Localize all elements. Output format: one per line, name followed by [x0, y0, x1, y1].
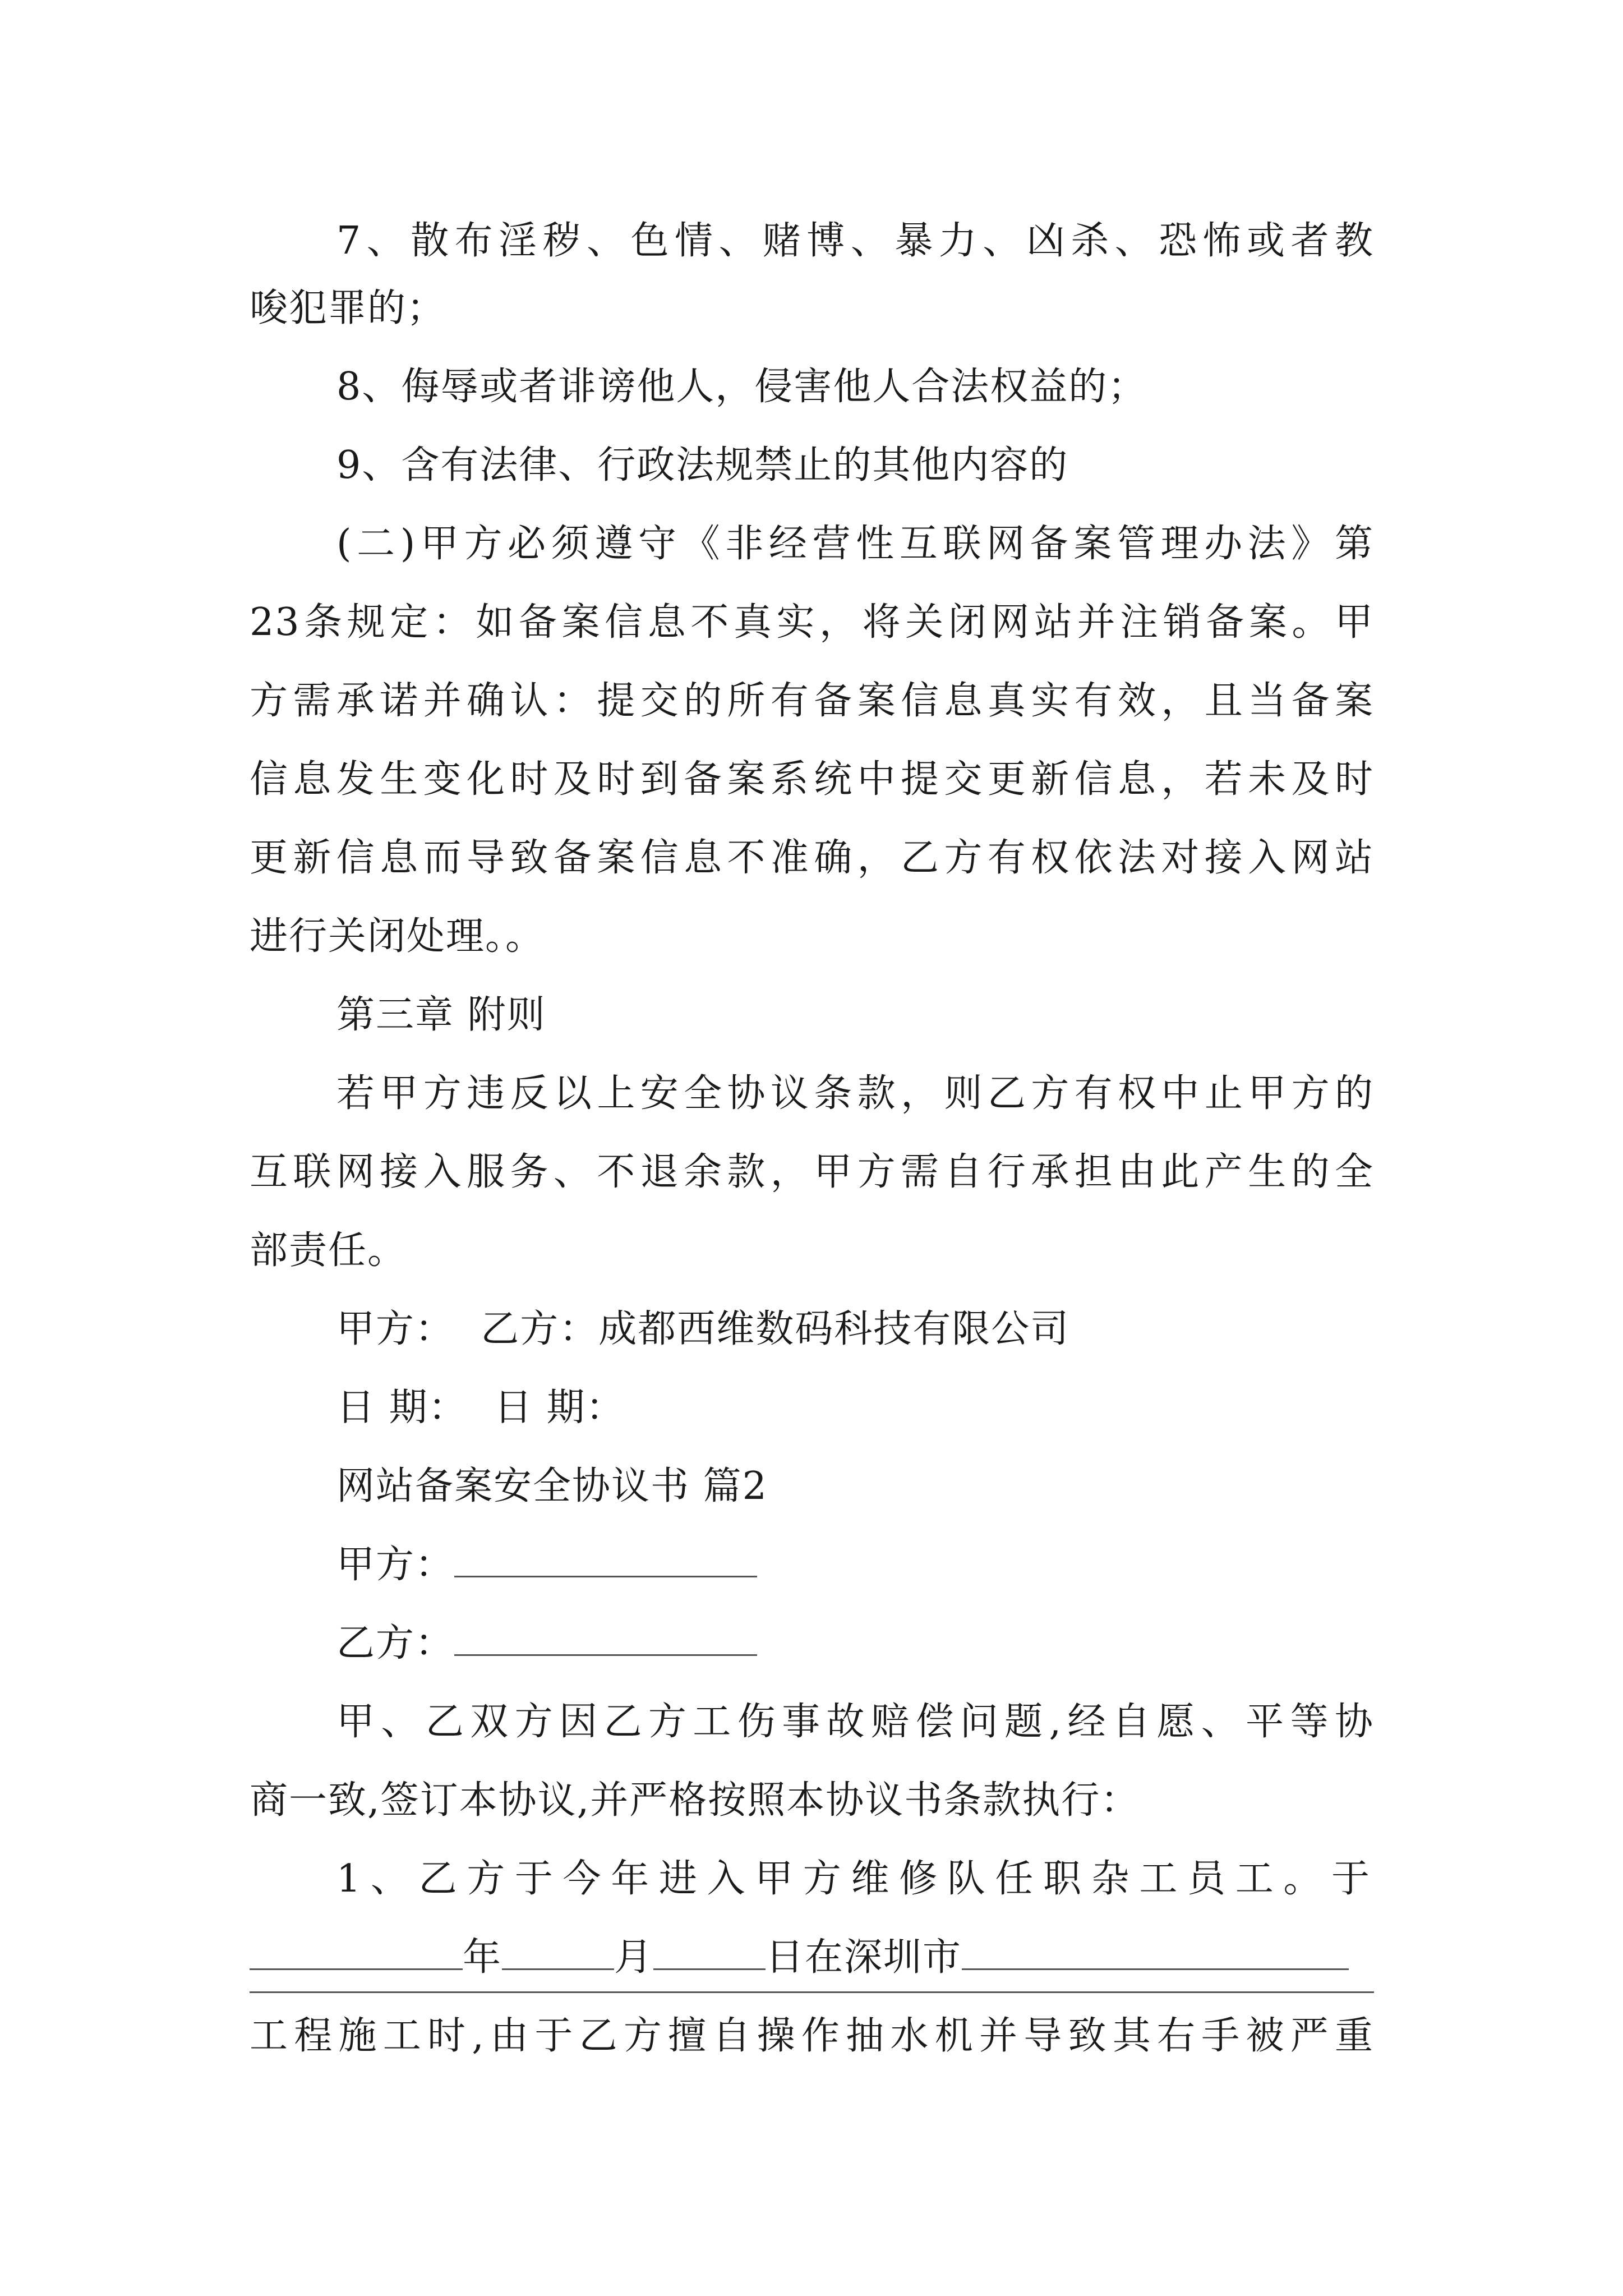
party-b-blank: [454, 1615, 757, 1656]
year-blank: [250, 1929, 463, 1970]
fill-in-rule: [250, 1991, 1374, 1993]
paragraph-line: 23条规定：如备案信息不真实，将关闭网站并注销备案。甲: [250, 600, 1374, 645]
paragraph-line: 方需承诺并确认：提交的所有备案信息真实有效，且当备案: [250, 679, 1374, 723]
chapter-heading: 第三章 附则: [336, 993, 546, 1037]
paragraph-line: 进行关闭处理。。: [250, 914, 545, 959]
paragraph-line: 1、乙方于今年进入甲方维修队任职杂工员工。于: [336, 1857, 1374, 1901]
party-b-label: 乙方：: [336, 1621, 455, 1665]
paragraph-line: 互联网接入服务、不退余款，甲方需自行承担由此产生的全: [250, 1150, 1374, 1194]
paragraph-line: 更新信息而导致备案信息不准确，乙方有权依法对接入网站: [250, 836, 1374, 880]
month-blank: [502, 1929, 614, 1970]
paragraph-line: 唆犯罪的；: [250, 286, 446, 330]
paragraph-line: 7、散布淫秽、色情、赌博、暴力、凶杀、恐怖或者教: [336, 219, 1374, 263]
party-b-line: [336, 1610, 757, 1677]
paragraph-line: 工程施工时,由于乙方擅自操作抽水机并导致其右手被严重: [250, 2014, 1374, 2058]
month-label: 月: [614, 1935, 654, 1980]
paragraph-line: 甲、乙双方因乙方工伤事故赔偿问题,经自愿、平等协: [336, 1700, 1374, 1744]
paragraph-line: 若甲方违反以上安全协议条款，则乙方有权中止甲方的: [336, 1071, 1374, 1116]
party-a-label: 甲方：: [336, 1543, 455, 1587]
day-blank: [653, 1929, 766, 1970]
paragraph-line: 8、侮辱或者诽谤他人，侵害他人合法权益的；: [336, 365, 1147, 409]
paragraph-line: 商一致,签订本协议,并严格按照本协议书条款执行：: [250, 1778, 1140, 1823]
day-place-label: 日在深圳市: [766, 1935, 962, 1980]
date-place-line: [250, 1924, 1349, 1991]
year-label: 年: [463, 1935, 502, 1980]
party-a-blank: [454, 1536, 757, 1577]
signature-line: 甲方： 乙方：成都西维数码科技有限公司: [336, 1307, 1070, 1351]
party-a-line: [336, 1531, 757, 1599]
paragraph-line: 信息发生变化时及时到备案系统中提交更新信息，若未及时: [250, 757, 1374, 802]
place-blank: [962, 1929, 1349, 1970]
paragraph-line: 9、含有法律、行政法规禁止的其他内容的: [336, 443, 1069, 487]
paragraph-line: 部责任。: [250, 1228, 407, 1273]
paragraph-line: (二)甲方必须遵守《非经营性互联网备案管理办法》第: [336, 522, 1374, 566]
date-line: 日 期： 日 期：: [336, 1386, 625, 1430]
section-title: 网站备案安全协议书 篇2: [336, 1464, 768, 1508]
